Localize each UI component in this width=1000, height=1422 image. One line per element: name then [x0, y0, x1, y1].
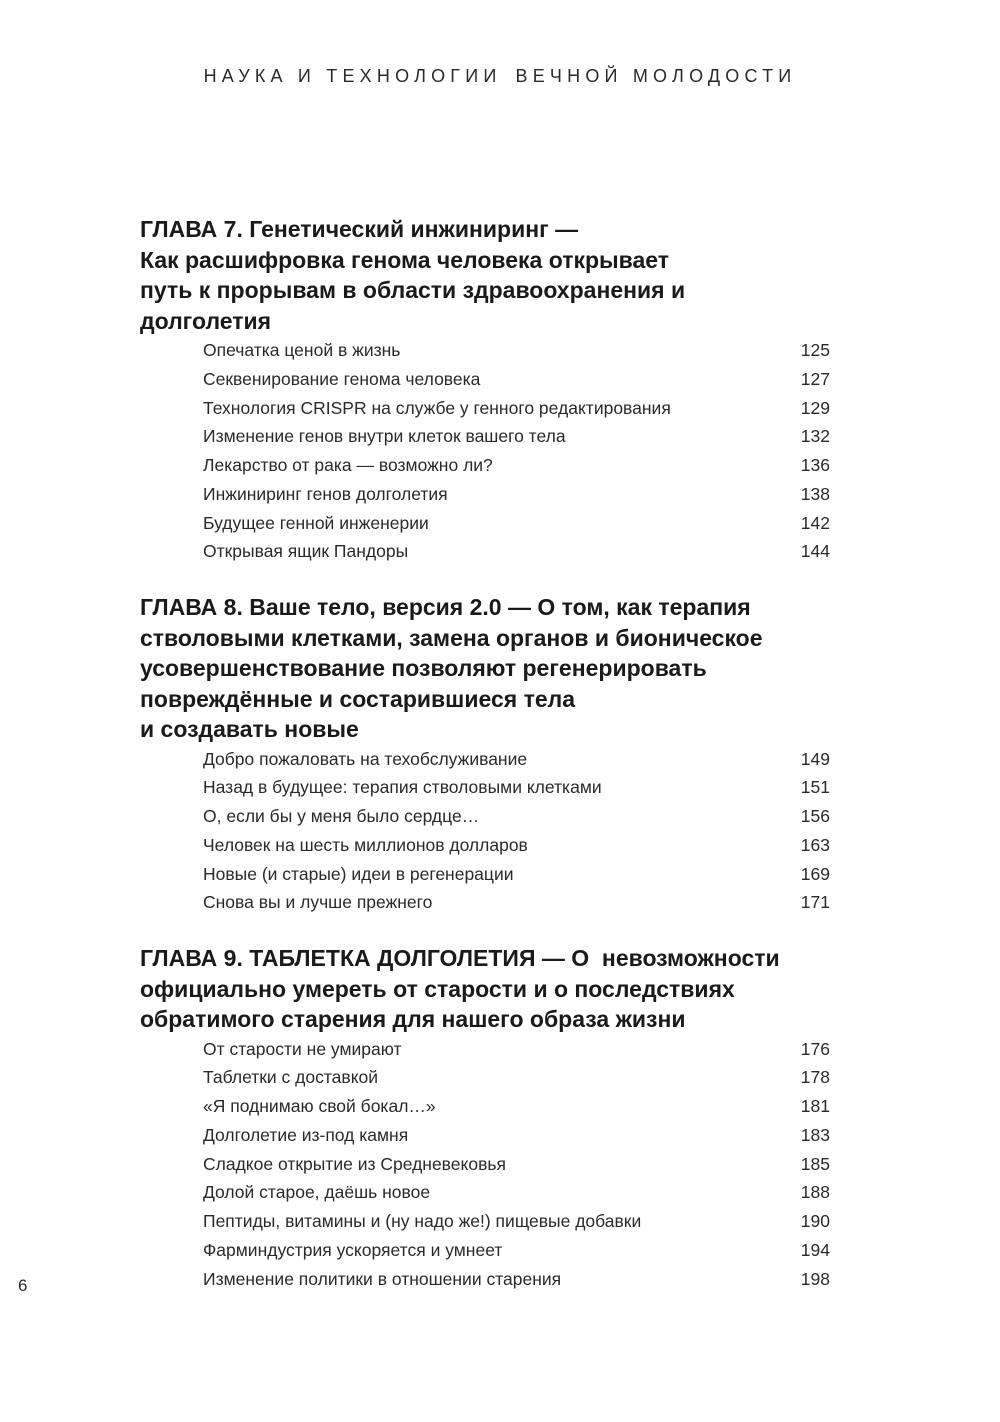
- chapter-7-title: [140, 214, 840, 336]
- chapter-title-line: ГЛАВА 8. Ваше тело, версия 2.0 — О том, как терапия: [140, 594, 751, 620]
- entry-title: От старости не умирают: [203, 1038, 402, 1059]
- chapter-9-title: [140, 943, 840, 1035]
- toc-entry: [140, 860, 840, 889]
- entry-page: 138: [800, 483, 830, 504]
- entry-title: Будущее генной инженерии: [203, 512, 429, 533]
- chapter-9-entries: [140, 1035, 840, 1294]
- entry-page: 178: [800, 1067, 830, 1088]
- entry-page: 198: [800, 1268, 830, 1289]
- toc-entry: [140, 422, 840, 451]
- entry-page: 188: [800, 1182, 830, 1203]
- entry-page: 171: [800, 892, 830, 913]
- entry-title: Новые (и старые) идеи в регенерации: [203, 863, 514, 884]
- page-number: 6: [18, 1276, 28, 1295]
- chapter-title-line: официально умереть от старости и о последствиях: [140, 975, 735, 1002]
- entry-title: Пептиды, витамины и (ну надо же!) пищевые добавки: [203, 1211, 642, 1231]
- toc-entry: [140, 451, 840, 480]
- running-head-part-1: НАУКА И ТЕХНОЛОГИИ: [203, 66, 502, 86]
- entry-title: Добро пожаловать на техобслуживание: [203, 748, 528, 769]
- toc-entry: [140, 773, 840, 802]
- chapter-title-line: усовершенствование позволяют регенерировать: [140, 655, 707, 681]
- chapter-8: [140, 592, 840, 917]
- entry-page: 183: [800, 1124, 830, 1145]
- chapter-title-line: ГЛАВА 9. ТАБЛЕТКА ДОЛГОЛЕТИЯ — О невозможности: [140, 945, 780, 971]
- entry-title: Лекарство от рака — возможно ли?: [203, 455, 493, 475]
- entry-title: Сладкое открытие из Средневековья: [203, 1153, 506, 1174]
- toc-entry: [140, 336, 840, 365]
- entry-title: Человек на шесть миллионов долларов: [203, 834, 528, 855]
- entry-page: 136: [800, 455, 830, 475]
- toc-entry: [140, 802, 840, 831]
- toc-entry: [140, 745, 840, 774]
- chapter-8-entries: [140, 745, 840, 918]
- entry-title: Технология CRISPR на службе у генного редактирования: [203, 397, 671, 418]
- entry-page: 149: [800, 748, 830, 769]
- toc-entry: [140, 509, 840, 538]
- entry-title: «Я поднимаю свой бокал…»: [203, 1096, 436, 1116]
- entry-title: Открывая ящик Пандоры: [203, 541, 409, 562]
- toc-entry: [140, 1207, 840, 1236]
- toc-entry: [140, 537, 840, 566]
- entry-page: 132: [800, 426, 830, 447]
- table-of-contents: [140, 214, 840, 1319]
- toc-entry: [140, 1121, 840, 1150]
- entry-page: 144: [800, 541, 830, 562]
- chapter-7: [140, 214, 840, 566]
- chapter-9: [140, 943, 840, 1293]
- chapter-7-entries: [140, 336, 840, 566]
- entry-title: Секвенирование генома человека: [203, 368, 481, 389]
- toc-entry: [140, 394, 840, 423]
- chapter-title-line: стволовыми клетками, замена органов и бионическое: [140, 624, 763, 651]
- entry-page: 125: [800, 340, 830, 360]
- chapter-title-line: Как расшифровка генома человека открывает: [140, 246, 670, 273]
- toc-entry: [140, 1092, 840, 1121]
- chapter-title-line: путь к прорывам в области здравоохранения и: [140, 277, 686, 303]
- entry-page: 156: [800, 806, 830, 826]
- entry-page: 176: [800, 1038, 830, 1059]
- toc-entry: [140, 365, 840, 394]
- toc-entry: [140, 888, 840, 917]
- entry-title: Долголетие из-под камня: [203, 1124, 409, 1145]
- entry-page: 129: [800, 397, 830, 418]
- entry-title: Фарминдустрия ускоряется и умнеет: [203, 1239, 503, 1260]
- toc-entry: [140, 1265, 840, 1294]
- toc-entry: [140, 1035, 840, 1064]
- toc-entry: [140, 1178, 840, 1207]
- entry-title: Назад в будущее: терапия стволовыми клетками: [203, 777, 602, 798]
- chapter-title-line: обратимого старения для нашего образа жизни: [140, 1006, 686, 1032]
- entry-page: 151: [800, 777, 830, 798]
- chapter-title-line: долголетия: [140, 307, 272, 334]
- entry-page: 169: [800, 863, 830, 884]
- entry-title: Изменение политики в отношении старения: [203, 1268, 562, 1289]
- toc-entry: [140, 1150, 840, 1179]
- entry-page: 181: [800, 1096, 830, 1116]
- entry-page: 142: [800, 512, 830, 533]
- entry-page: 190: [800, 1211, 830, 1231]
- toc-entry: [140, 1063, 840, 1092]
- entry-title: О, если бы у меня было сердце…: [203, 806, 480, 826]
- entry-title: Инжиниринг генов долголетия: [203, 483, 448, 504]
- toc-entry: [140, 831, 840, 860]
- toc-entry: [140, 480, 840, 509]
- entry-title: Снова вы и лучше прежнего: [203, 892, 433, 913]
- running-head: [0, 66, 1000, 87]
- entry-page: 194: [800, 1239, 830, 1260]
- toc-entry: [140, 1236, 840, 1265]
- entry-title: Таблетки с доставкой: [203, 1067, 379, 1088]
- entry-page: 185: [800, 1153, 830, 1174]
- entry-title: Долой старое, даёшь новое: [203, 1182, 431, 1203]
- entry-page: 163: [800, 834, 830, 855]
- entry-title: Изменение генов внутри клеток вашего тела: [203, 426, 566, 447]
- entry-title: Опечатка ценой в жизнь: [203, 340, 401, 360]
- chapter-title-line: ГЛАВА 7. Генетический инжиниринг —: [140, 216, 579, 242]
- entry-page: 127: [800, 368, 830, 389]
- chapter-8-title: [140, 592, 840, 745]
- chapter-title-line: и создавать новые: [140, 716, 359, 742]
- running-head-part-2: ВЕЧНОЙ МОЛОДОСТИ: [515, 66, 797, 86]
- chapter-title-line: повреждённые и состарившиеся тела: [140, 685, 576, 712]
